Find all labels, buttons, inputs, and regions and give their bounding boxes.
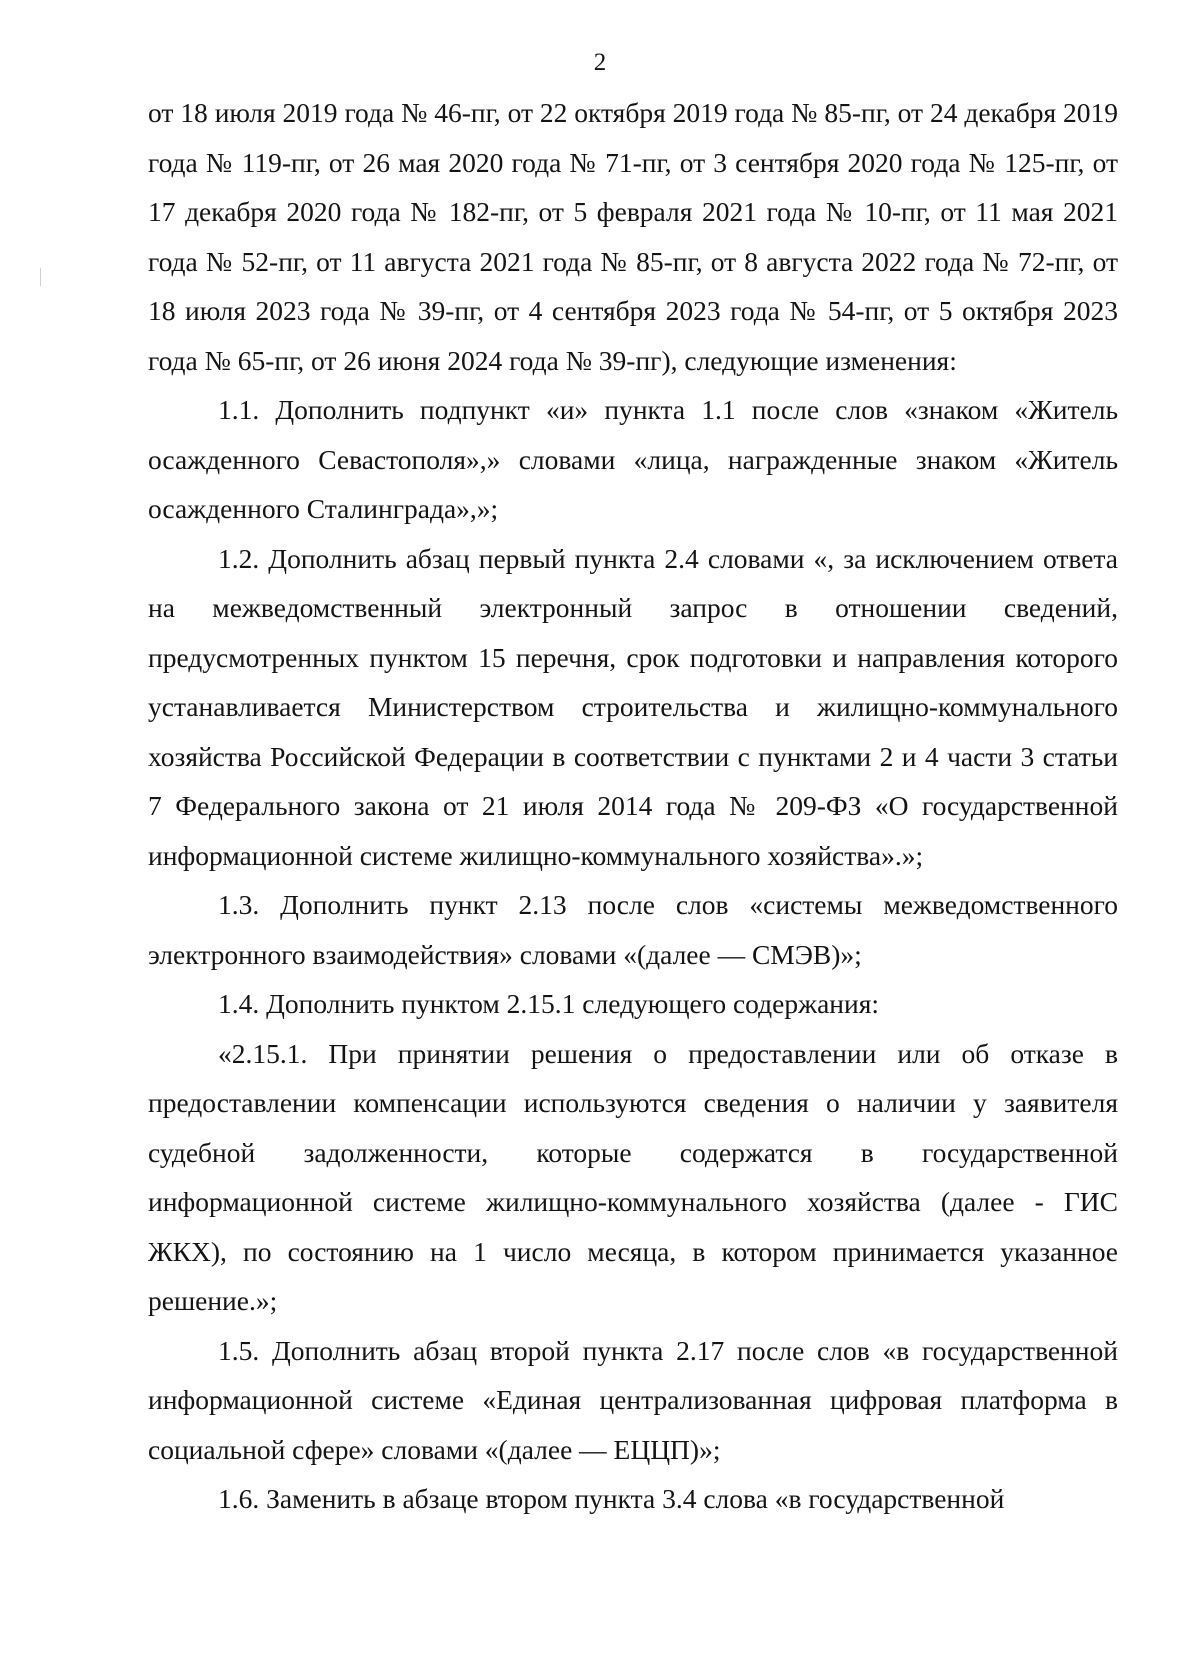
paragraph-item-1-3: 1.3. Дополнить пункт 2.13 после слов «системы межведомственного электронного взаимодействия» словами «(далее — СМЭВ)»; [148,889,1118,970]
paragraph-amendment-list: от 18 июля 2019 года № 46-пг, от 22 октября 2019 года № 85-пг, от 24 декабря 2019 года № 119-пг, от 26 мая 2020 года № 71-пг, от 3 сентября 2020 года № 125-пг, от 17 декабря 2020 года № 182-пг, от 5 февраля 2021 года № 10-пг, от 11 мая 2021 года № 52-пг, от 11 августа 2021 года № 85-пг, от 8 августа 2022 года № 72-пг, от 18 июля 2023 года № 39-пг, от 4 сентября 2023 года № 54-пг, от 5 октября 2023 года № 65-пг, от 26 июня 2024 года № 39-пг), следующие изменения: [148,97,1118,376]
paragraph-item-2-15-1: «2.15.1. При принятии решения о предоставлении или об отказе в предоставлении компенсации используются сведения о наличии у заявителя судебной задолженности, которые содержатся в государственной информационной системе жилищно-коммунального хозяйства (далее - ГИС ЖКХ), по состоянию на 1 число месяца, в котором принимается указанное решение.»; [148,1037,1118,1316]
page-number: 2 [593,49,607,76]
scan-artifact-mark [40,268,41,286]
paragraph-item-1-2: 1.2. Дополнить абзац первый пункта 2.4 словами «, за исключением ответа на межведомственный электронный запрос в отношении сведений, предусмотренных пунктом 15 перечня, срок подготовки и направления которого устанавливается Министерством строительства и жилищно-коммунального хозяйства Российской Федерации в соответствии с пунктами 2 и 4 части 3 статьи 7 Федерального закона от 21 июля 2014 года № 209-ФЗ «О государственной информационной системе жилищно-коммунального хозяйства».»; [148,542,1118,871]
paragraph-item-1-1: 1.1. Дополнить подпункт «и» пункта 1.1 после слов «знаком «Житель осажденного Севастополя»,» словами «лица, награжденные знаком «Житель осажденного Сталинграда»,»; [148,394,1118,524]
paragraph-item-1-5: 1.5. Дополнить абзац второй пункта 2.17 после слов «в государственной информационной системе «Единая централизованная цифровая платформа в социальной сфере» словами «(далее — ЕЦЦП)»; [148,1334,1118,1465]
paragraph-item-1-6: 1.6. Заменить в абзаце втором пункта 3.4 слова «в государственной [218,1483,1005,1514]
document-body [148,88,1118,1524]
paragraph-item-1-4: 1.4. Дополнить пунктом 2.15.1 следующего содержания: [218,988,879,1019]
